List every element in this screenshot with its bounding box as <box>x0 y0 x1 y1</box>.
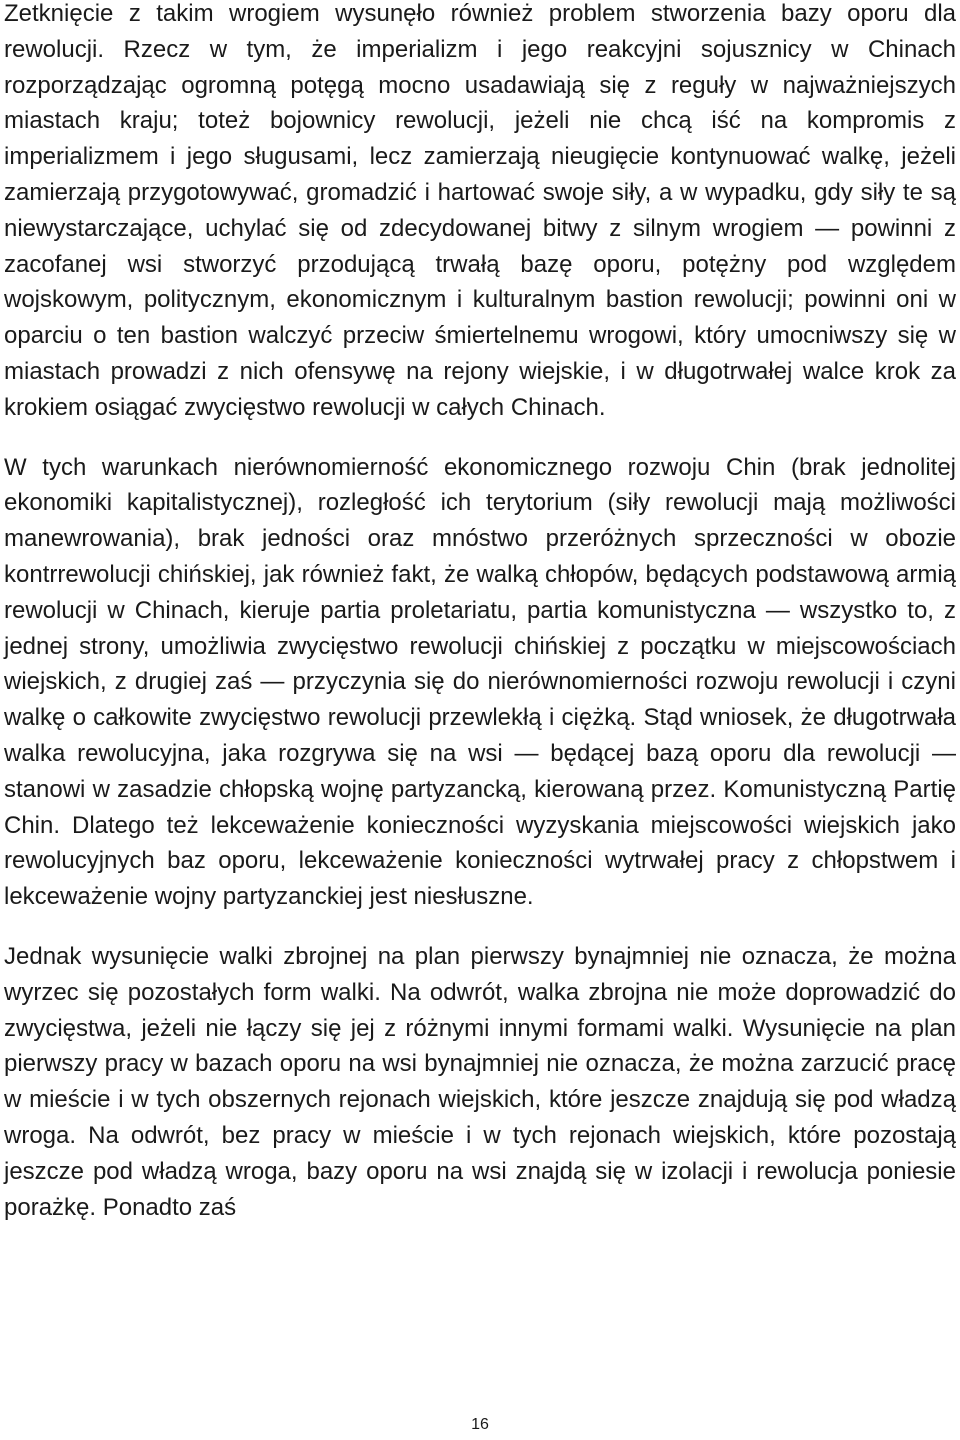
document-body <box>4 0 956 1225</box>
page-number: 16 <box>471 1416 489 1433</box>
paragraph-3: Jednak wysunięcie walki zbrojnej na plan pierwszy bynajmniej nie oznacza, że można wyrzec się pozostałych form walki. Na odwrót, walka zbrojna nie może doprowadzić do zwycięstwa, jeżeli nie łączy się jej z różnymi innymi formami walki. Wysunięcie na plan pierwszy pracy w bazach oporu na wsi bynajmniej nie oznacza, że można zarzucić pracę w mieście i w tych obszernych rejonach wiejskich, które jeszcze znajdują się pod władzą wroga. Na odwrót, bez pracy w mieście i w tych rejonach wiejskich, które pozostają jeszcze pod władzą wroga, bazy oporu na wsi znajdą się w izolacji i rewolucja poniesie porażkę. Ponadto zaś <box>4 942 956 1221</box>
paragraph-1: Zetknięcie z takim wrogiem wysunęło również problem stworzenia bazy oporu dla rewolucji. Rzecz w tym, że imperializm i jego reakcyjni sojusznicy w Chinach rozporządzając ogromną potęgą mocno usadawiają się z reguły w najważniejszych miastach kraju; toteż bojownicy rewolucji, jeżeli nie chcą iść na kompromis z imperializmem i jego sługusami, lecz zamierzają nieugięcie kontynuować walkę, jeżeli zamierzają przygotowywać, gromadzić i hartować swoje siły, a w wypadku, gdy siły te są niewystarczające, uchylać się od zdecydowanej bitwy z silnym wrogiem — powinni z zacofanej wsi stworzyć przodującą trwałą bazę oporu, potężny pod względem wojskowym, politycznym, ekonomicznym i kulturalnym bastion rewolucji; powinni oni w oparciu o ten bastion walczyć przeciw śmiertelnemu wrogowi, który umocniwszy się w miastach prowadzi z nich ofensywę na rejony wiejskie, i w długotrwałej walce krok za krokiem osiągać zwycięstwo rewolucji w całych Chinach. <box>4 0 956 421</box>
paragraph-2: W tych warunkach nierównomierność ekonomicznego rozwoju Chin (brak jednolitej ekonomiki kapitalistycznej), rozległość ich terytorium (siły rewolucji mają możliwości manewrowania), brak jedności oraz mnóstwo przeróżnych sprzeczności w obozie kontrrewolucji chińskiej, jak również fakt, że walką chłopów, będących podstawową armią rewolucji w Chinach, kieruje partia proletariatu, partia komunistyczna — wszystko to, z jednej strony, umożliwia zwycięstwo rewolucji chińskiej z początku w miejscowościach wiejskich, z drugiej zaś — przyczynia się do nierównomierności rozwoju rewolucji i czyni walkę o całkowite zwycięstwo rewolucji przewlekłą i ciężką. Stąd wniosek, że długotrwała walka rewolucyjna, jaka rozgrywa się na wsi — będącej bazą oporu dla rewolucji — stanowi w zasadzie chłopską wojnę partyzancką, kierowaną przez. Komunistyczną Partię Chin. Dlatego też lekceważenie konieczności wyzyskania miejscowości wiejskich jako rewolucyjnych baz oporu, lekceważenie konieczności wytrwałej pracy z chłopstwem i lekceważenie wojny partyzanckiej jest niesłuszne. <box>4 453 956 911</box>
